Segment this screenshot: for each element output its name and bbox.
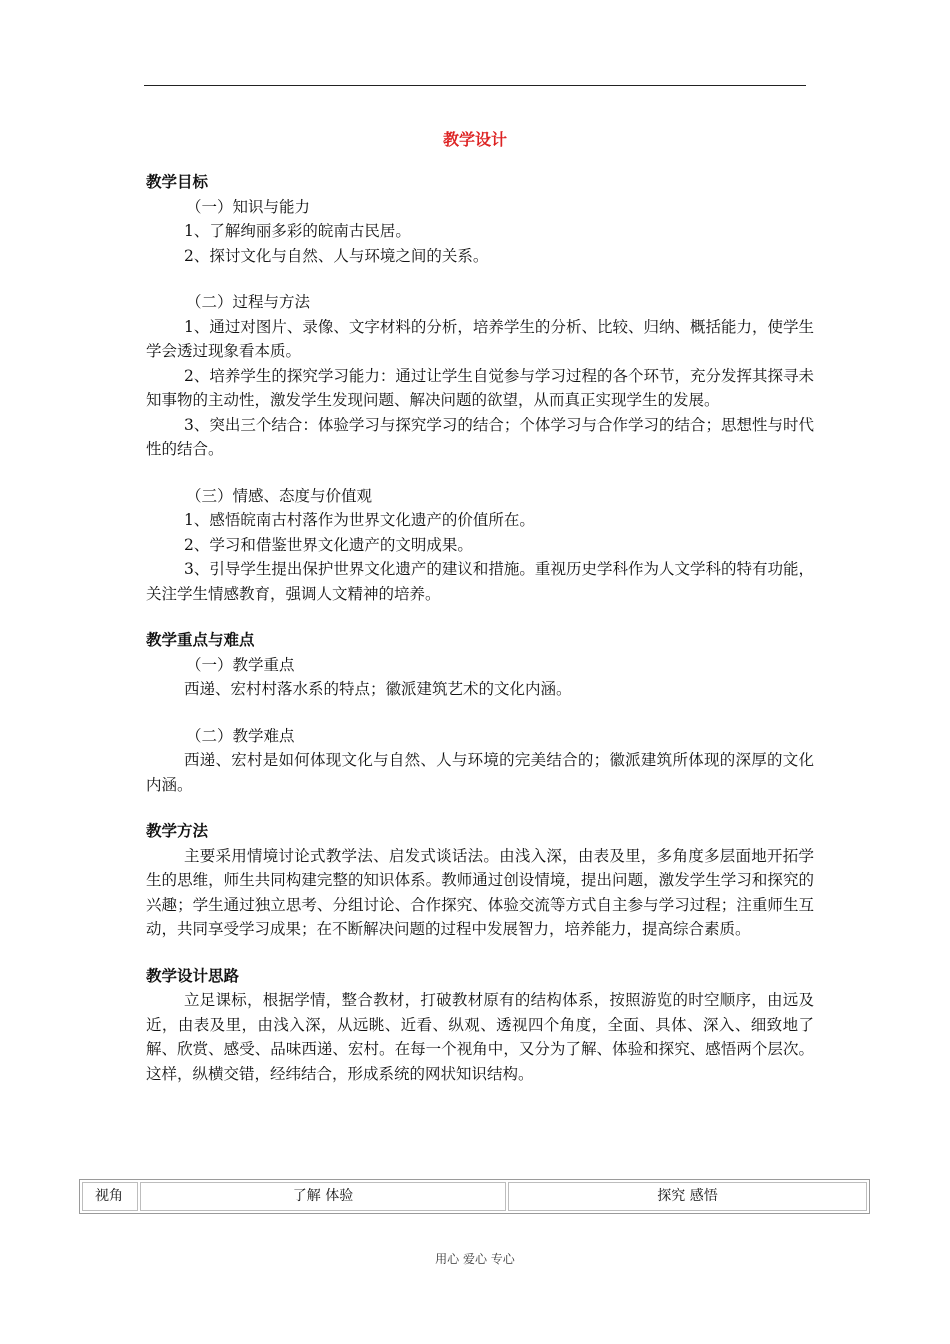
section-heading-keys: 教学重点与难点 xyxy=(146,631,255,649)
section-heading-methods: 教学方法 xyxy=(146,822,209,840)
subsection-label: （三）情感、态度与价值观 xyxy=(186,486,373,505)
list-item: 3、引导学生提出保护世界文化遗产的建议和措施。重视历史学科作为人文学科的特有功能，关注学生情感教育，强调人文精神的培养。 xyxy=(146,560,814,603)
list-item: 2、培养学生的探究学习能力：通过让学生自觉参与学习过程的各个环节，充分发挥其探寻未知事物的主动性，激发学生发现问题、解决问题的欲望，从而真正实现学生的发展。 xyxy=(146,366,814,409)
paragraph: 西递、宏村村落水系的特点；徽派建筑艺术的文化内涵。 xyxy=(184,680,572,698)
subsection-label: （二）教学难点 xyxy=(186,726,295,745)
subsection-label: （一）知识与能力 xyxy=(186,197,311,216)
subsection-label: （二）过程与方法 xyxy=(186,293,311,311)
paragraph: 立足课标，根据学情，整合教材，打破教材原有的结构体系，按照游览的时空顺序，由远及近，由表及里，由浅入深，从远眺、近看、纵观、透视四个角度，全面、具体、深入、细致地了解、欣赏、感受、品味西递、宏村。在每一个视角中，又分为了解、体验和探究、感悟两个层次。这样，纵横交错，经纬结合，形成系统的网状知识结构。 xyxy=(146,991,814,1083)
paragraph: 主要采用情境讨论式教学法、启发式谈话法。由浅入深，由表及里，多角度多层面地开拓学生的思维，师生共同构建完整的知识体系。教师通过创设情境，提出问题，激发学生学习和探究的兴趣；学生通过独立思考、分组讨论、合作探究、体验交流等方式自主参与学习过程；注重师生互动，共同享受学习成果；在不断解决问题的过程中发展智力，培养能力，提高综合素质。 xyxy=(146,846,814,938)
list-item: 2、探讨文化与自然、人与环境之间的关系。 xyxy=(184,246,489,265)
header-rule xyxy=(144,85,806,86)
section-heading-goals: 教学目标 xyxy=(146,173,209,191)
page-footer: 用心 爱心 专心 xyxy=(435,1252,515,1266)
list-item: 1、了解绚丽多彩的皖南古民居。 xyxy=(184,222,411,240)
table-header-cell: 视角 xyxy=(82,1182,138,1211)
page-title: 教学设计 xyxy=(442,130,507,149)
list-item: 3、突出三个结合：体验学习与探究学习的结合；个体学习与合作学习的结合；思想性与时代性的结合。 xyxy=(146,415,814,458)
subsection-label: （一）教学重点 xyxy=(186,655,295,674)
table-header-cell: 探究 感悟 xyxy=(508,1182,867,1211)
perspective-table xyxy=(79,1179,870,1214)
list-item: 2、学习和借鉴世界文化遗产的文明成果。 xyxy=(184,535,473,554)
list-item: 1、通过对图片、录像、文字材料的分析，培养学生的分析、比较、归纳、概括能力，使学生学会透过现象看本质。 xyxy=(146,317,814,360)
document-body xyxy=(146,170,814,1086)
table-header-cell: 了解 体验 xyxy=(140,1182,506,1211)
list-item: 1、感悟皖南古村落作为世界文化遗产的价值所在。 xyxy=(184,511,535,529)
paragraph: 西递、宏村是如何体现文化与自然、人与环境的完美结合的；徽派建筑所体现的深厚的文化内涵。 xyxy=(146,751,814,794)
section-heading-design: 教学设计思路 xyxy=(146,966,240,985)
